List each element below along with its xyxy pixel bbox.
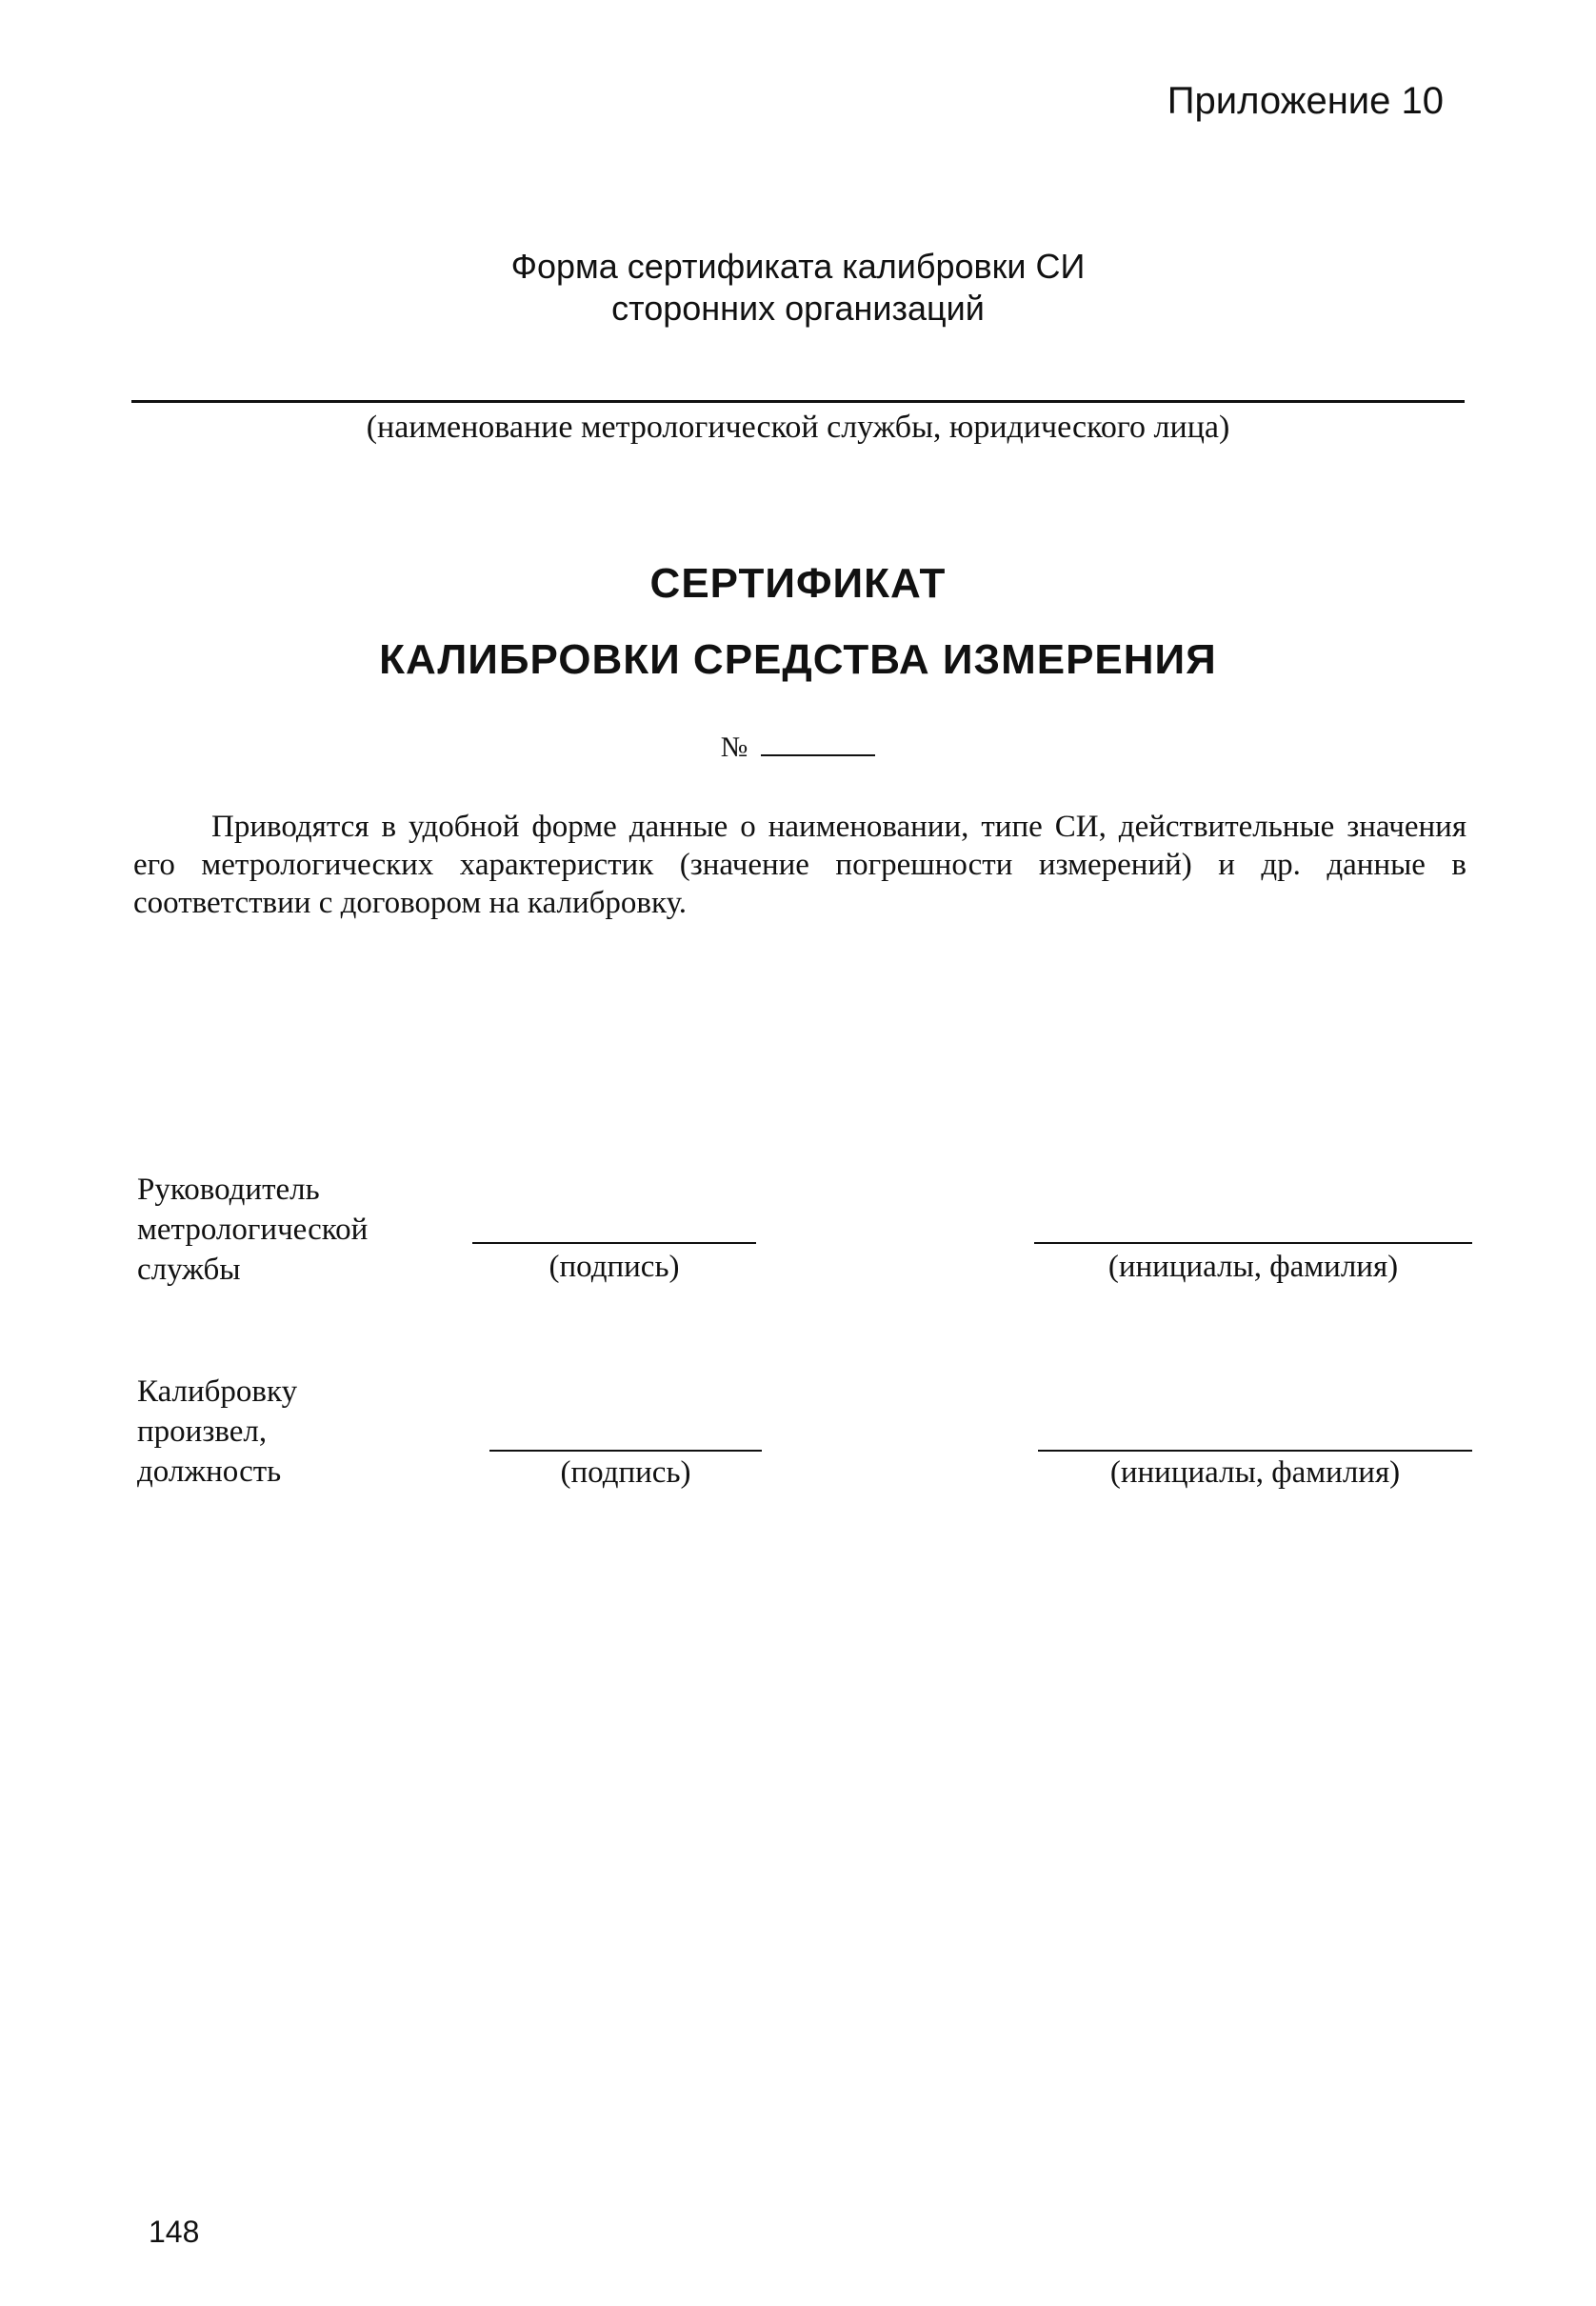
signature-caption-head: (подпись)	[549, 1250, 680, 1284]
role-label-head	[137, 1170, 451, 1290]
certificate-number	[0, 732, 1596, 764]
signature-caption-calibrator: (подпись)	[560, 1455, 691, 1490]
body-paragraph: Приводятся в удобной форме данные о наименовании, типе СИ, действительные значения его метрологических характеристик (значение погрешности измерений) и др. данные в соответствии с договором на калибровку.	[133, 810, 1466, 920]
name-caption-head: (инициалы, фамилия)	[1107, 1250, 1399, 1284]
organization-name-line	[131, 400, 1465, 403]
role-line: Руководитель	[137, 1173, 320, 1207]
name-caption-calibrator: (инициалы, фамилия)	[1109, 1455, 1401, 1490]
certificate-subtitle: КАЛИБРОВКИ СРЕДСТВА ИЗМЕРЕНИЯ	[379, 636, 1217, 683]
role-line: службы	[137, 1253, 241, 1287]
name-line-calibrator	[1038, 1450, 1472, 1452]
organization-name-caption: (наименование метрологической службы, юридического лица)	[366, 410, 1230, 445]
number-sign: №	[720, 732, 748, 763]
signature-line-calibrator	[489, 1450, 762, 1452]
number-blank	[761, 754, 875, 756]
page-number: 148	[149, 2215, 200, 2249]
form-title-line-2: сторонних организаций	[611, 289, 985, 328]
role-line: Калибровку	[137, 1374, 298, 1409]
name-line-head	[1034, 1242, 1472, 1244]
role-line: метрологической	[137, 1213, 369, 1247]
certificate-body	[133, 808, 1466, 922]
role-line: должность	[137, 1454, 282, 1489]
role-label-calibrator	[137, 1372, 451, 1492]
appendix-label: Приложение 10	[1167, 80, 1444, 122]
form-title-line-1: Форма сертификата калибровки СИ	[510, 247, 1086, 286]
certificate-title: СЕРТИФИКАТ	[649, 560, 947, 607]
signature-line-head	[472, 1242, 756, 1244]
role-line: произвел,	[137, 1414, 268, 1449]
